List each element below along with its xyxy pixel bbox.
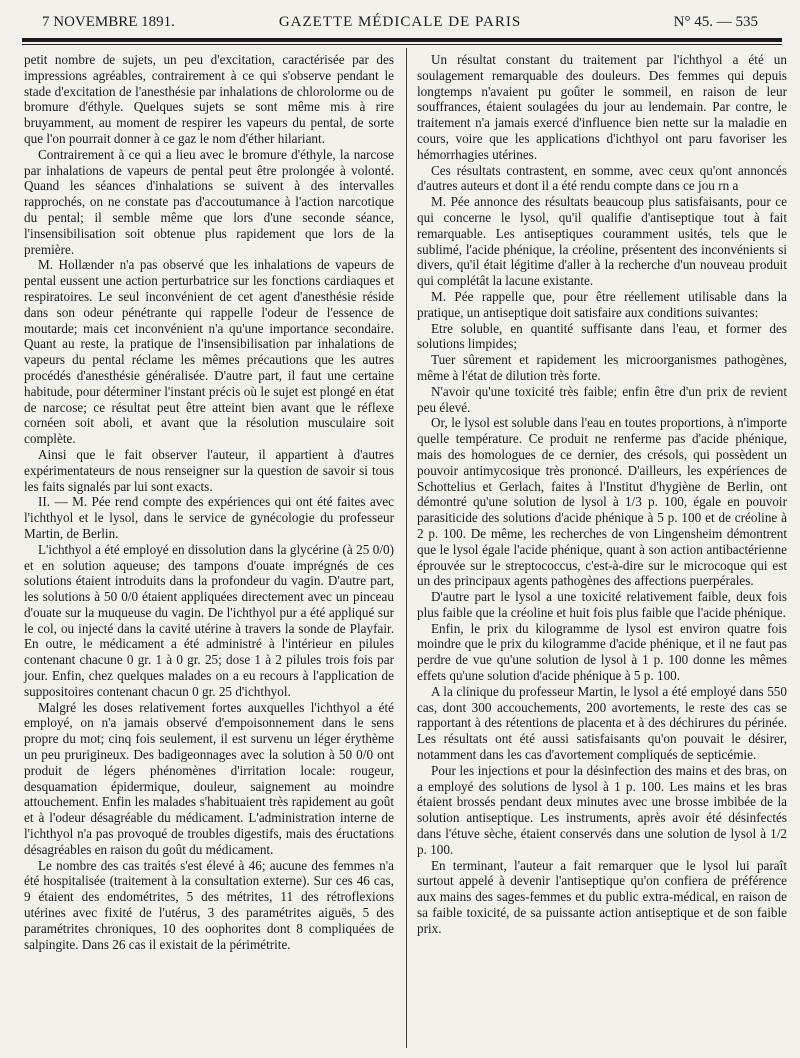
paragraph: Etre soluble, en quantité suffisante dans l'eau, et former des solutions limpides; bbox=[417, 320, 787, 352]
paragraph: D'autre part le lysol a une toxicité relativement faible, deux fois plus faible que la créoline et huit fois plus faible que l'acide phénique. bbox=[417, 589, 787, 620]
paragraph: Or, le lysol est soluble dans l'eau en toutes proportions, à n'importe quelle température. Ce produit ne renferme pas d'acide phénique, mais des homologues de ce dernier, des crésols, qui possèdent un pouvoir antimycosique très prononcé. D'ailleurs, les expériences de Schottelius et Gerlach, faites à l'Institut d'hygiène de Berlin, ont démontré qu'une solution de lysol à 1/3 p. 100, égale en pouvoir parasiticide des solutions d'acide phénique à 5 p. 100 et de créoline à 2 p. 100. De même, les recherches de von Lingensheim démontrent que le lysol égale l'acide phénique, quant à son action antibactérienne éprouvée sur le streptococcus, c'est-à-dire sur le microcoque qui est un des principaux agents pathogènes des affections puerpérales. bbox=[417, 415, 787, 589]
paragraph: N'avoir qu'une toxicité très faible; enfin être d'un prix de revient peu élevé. bbox=[417, 383, 787, 415]
paragraph: Contrairement à ce qui a lieu avec le bromure d'éthyle, la narcose par inhalations de vapeurs de pental peut être prolongée à volonté. Quand les séances d'inhalations se suivent à des intervalles rapprochés, on ne constate pas d'accoutumance à l'action narcotique du pental; il semble même que lors d'une seconde séance, l'insensibilisation soit obtenue plus rapidement que lors de la première. bbox=[24, 146, 394, 257]
paragraph: Pour les injections et pour la désinfection des mains et des bras, on a employé des solutions de lysol à 1 p. 100. Les mains et les bras étaient brossés pendant deux minutes avec une brosse imbibée de la solution antiseptique. Les instruments, après avoir été désinfectés dans l'étuve sèche, étaient conservés dans une solution de lysol à 1/2 p. 100. bbox=[417, 762, 787, 857]
left-column bbox=[24, 52, 394, 952]
paragraph: En terminant, l'auteur a fait remarquer que le lysol lui paraît surtout appelé à devenir l'antiseptique qu'on confiera de préférence aux mains des sages-femmes et du public extra-médical, en raison de sa faible toxicité, de sa puissante action antiseptique et de son faible prix. bbox=[417, 857, 787, 936]
paragraph: A la clinique du professeur Martin, le lysol a été employé dans 550 cas, dont 300 accouchements, 200 avortements, le reste des cas se rapportant à des rétentions de placenta et à des déchirures du périnée. Les résultats ont été aussi satisfaisants qu'on pouvait le désirer, notamment dans les cas d'avortement compliqués de septicémie. bbox=[417, 683, 787, 763]
paragraph: petit nombre de sujets, un peu d'excitation, caractérisée par des impressions agréables, contrairement à ce qui s'observe pendant le stade d'excitation de l'anesthésie par inhalations de chlorolorme ou de bromure d'éthyle. Quelques sujets se sont même mis à rire bruyamment, au moment de respirer les vapeurs du pental, de sorte que l'on pourrait donner à ce gaz le nom d'éther hilariant. bbox=[24, 52, 394, 146]
header-rule-thin bbox=[22, 44, 782, 45]
column-divider bbox=[406, 48, 407, 1048]
paragraph: Ces résultats contrastent, en somme, avec ceux qu'ont annoncés d'autres auteurs et dont il a été rendu compte dans ce jou rn a bbox=[417, 162, 787, 194]
paragraph: L'ichthyol a été employé en dissolution dans la glycérine (à 25 0/0) et en solution aqueuse; des tampons d'ouate imprégnés de ces solutions étaient introduits dans la profondeur du vagin. D'autre part, les solutions à 50 0/0 étaient appliquées directement avec un pinceau d'ouate sur la muqueuse du vagin. De l'ichthyol pur a été appliqué sur le col, ou injecté dans la cavité utérine à travers la sonde de Playfair. En outre, le médicament a été administré à l'intérieur en pilules contenant chacune 0 gr. 1 à 0 gr. 25; dose 1 à 2 pilules trois fois par jour. Enfin, chez quelques malades on a eu recours à l'application de suppositoires contenant chacun 0 gr. 25 d'ichthyol. bbox=[24, 541, 394, 699]
issue-date: 7 NOVEMBRE 1891. bbox=[42, 14, 175, 30]
paragraph: Tuer sûrement et rapidement les microorganismes pathogènes, même à l'état de dilution très forte. bbox=[417, 352, 787, 383]
paragraph: Ainsi que le fait observer l'auteur, il appartient à d'autres expérimentateurs de nous renseigner sur la question de savoir si tous les faits signalés par lui sont exacts. bbox=[24, 446, 394, 494]
issue-page-number: N° 45. — 535 bbox=[673, 14, 758, 30]
paragraph: M. Pée annonce des résultats beaucoup plus satisfaisants, pour ce qui concerne le lysol, qu'il qualifie d'antiseptique tout à fait remarquable. Les antiseptiques couramment usités, tels que le sublimé, l'acide phénique, la créoline, présentent des inconvénients si divers, qu'il était légitime d'aller à la recherche d'un nouveau produit qui complétât la lacune existante. bbox=[417, 194, 787, 289]
paragraph: M. Pée rappelle que, pour être réellement utilisable dans la pratique, un antiseptique doit satisfaire aux conditions suivantes: bbox=[417, 288, 787, 320]
paragraph: II. — M. Pée rend compte des expériences qui ont été faites avec l'ichthyol et le lysol, dans le service de gynécologie du professeur Martin, de Berlin. bbox=[24, 494, 394, 541]
header-rule-thick bbox=[22, 38, 782, 42]
paragraph: Enfin, le prix du kilogramme de lysol est environ quatre fois moindre que le prix du kilogramme d'acide phénique, et il ne faut pas perdre de vue qu'une solution de lysol à 1 p. 100 donne les mêmes effets qu'une solution d'acide phénique à 5 p. 100. bbox=[417, 620, 787, 684]
page-header bbox=[42, 14, 758, 34]
paragraph: Le nombre des cas traités s'est élevé à 46; aucune des femmes n'a été hospitalisée (traitement à la consultation externe). Sur ces 46 cas, 9 étaient des endométrites, 5 des métrites, 11 des rétroflexions utérines avec fixité de l'utérus, 3 des paramétrites aiguës, 5 des paramétrites chroniques, 10 des oophorites dont 8 compliquées de salpingite. Dans 26 cas il existait de la périmétrite. bbox=[24, 857, 394, 952]
right-column bbox=[417, 52, 787, 937]
paragraph: M. Hollænder n'a pas observé que les inhalations de vapeurs de pental eussent une action perturbatrice sur les fonctions cardiaques et respiratoires. Le seul inconvénient de cet agent d'anesthésie réside dans son odeur pénétrante qui rappelle l'odeur de l'essence de moutarde; mais cet inconvénient n'a qu'une importance secondaire. Quant au reste, la pratique de l'insensibilisation par inhalations de vapeurs du pental réclame les mêmes précautions que les autres procédés d'anesthésie généralisée. D'autre part, il faut une certaine habitude, pour déterminer l'instant précis où le sujet est plongé en état de narcose; ce résultat peut être atteint bien avant que le réflexe cornéen soit aboli, et avant que la résolution musculaire soit complète. bbox=[24, 257, 394, 447]
paragraph: Un résultat constant du traitement par l'ichthyol a été un soulagement remarquable des douleurs. Des femmes qui depuis longtemps n'avaient pu goûter le sommeil, en raison de leur souffrances, étaient soulagées du jour au lendemain. Par contre, le traitement n'a jamais exercé d'influence bien nette sur la maladie en cours, voire que les applications d'ichthyol ont paru favoriser les hémorrhagies utérines. bbox=[417, 52, 787, 162]
publication-title: GAZETTE MÉDICALE DE PARIS bbox=[278, 14, 522, 30]
paragraph: Malgré les doses relativement fortes auxquelles l'ichthyol a été employé, on n'a jamais observé d'empoisonnement dans le sens propre du mot; cinq fois seulement, il est survenu un léger érythème un peu prurigineux. Des badigeonnages avec la solution à 50 0/0 ont produit de légers phénomènes d'irritation locale: rougeur, desquamation épidermique, douleur, saignement au moindre attouchement. Enfin les malades s'habituaient très rapidement au goût et à l'odeur désagréable du médicament. L'administration interne de l'ichthyol n'a pas provoqué de troubles digestifs, mais des éructations désagréables en raison du goût du médicament. bbox=[24, 699, 394, 857]
